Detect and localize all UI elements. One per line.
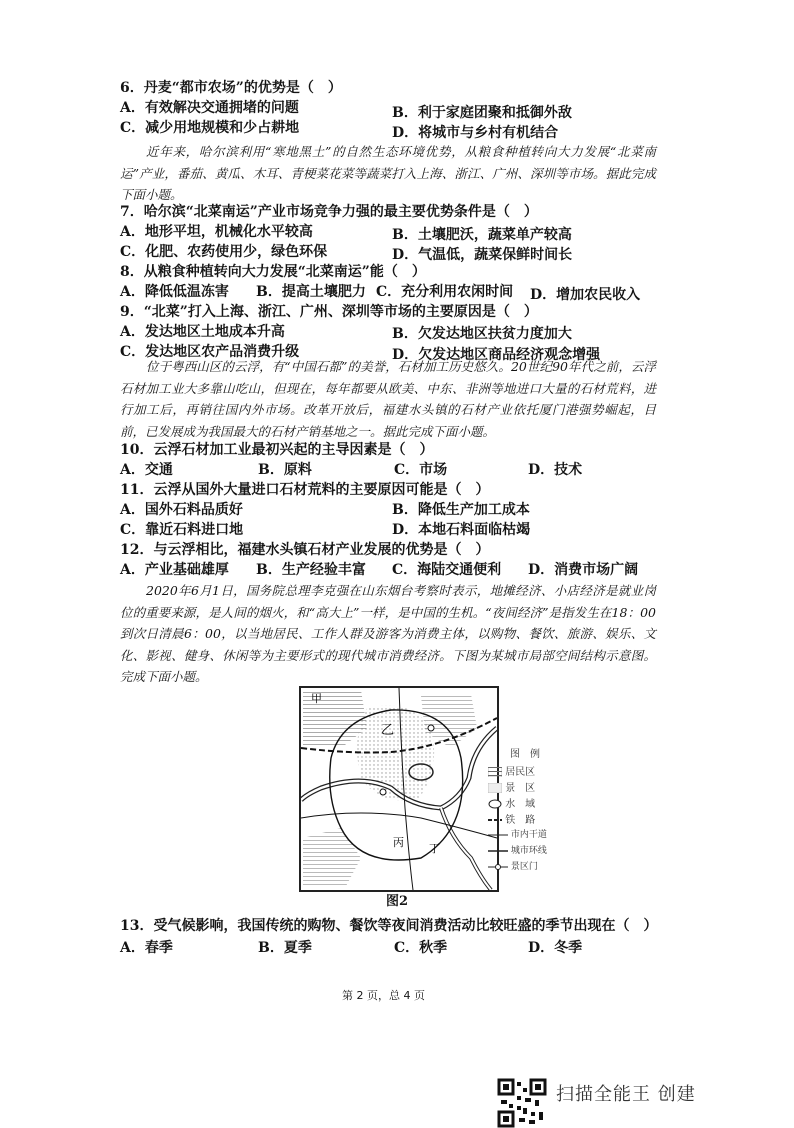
map-legend — [488, 745, 588, 885]
label-bing: 丙 — [393, 836, 404, 849]
q11-stem: 11．云浮从国外大量进口石材荒料的主要原因可能是（ ） — [120, 482, 490, 498]
legend-railway-label: 铁 路 — [505, 815, 536, 826]
figure-caption: 图2 — [386, 894, 409, 909]
q10-option-d: D．技术 — [528, 462, 583, 478]
water-swatch — [488, 799, 502, 809]
q8-option-d: D．增加农民收入 — [530, 287, 641, 303]
q13-option-b: B．夏季 — [258, 940, 312, 956]
q10-option-c: C．市场 — [394, 462, 448, 478]
q7-option-c: C．化肥、农药使用少，绿色环保 — [120, 244, 328, 260]
q6-option-a: A．有效解决交通拥堵的问题 — [120, 100, 299, 116]
q9-option-d: D．欠发达地区商品经济观念增强 — [392, 347, 601, 363]
q12-stem: 12．与云浮相比，福建水头镇石材产业发展的优势是（ ） — [120, 542, 490, 558]
passage-harbin: 近年来，哈尔滨利用“寒地黑土”的自然生态环境优势，从粮食种植转向大力发展“北菜南运”产业，番茄、黄瓜、木耳、青梗菜花菜等蔬菜打入上海、浙江、广州、深圳等市场。据此完成下面小题。 — [120, 144, 656, 203]
legend-ring-label: 城市环线 — [510, 846, 547, 856]
trunk-swatch — [488, 830, 508, 840]
scenic-gate-2 — [428, 725, 434, 731]
q12-option-c: C．海陆交通便利 — [392, 562, 502, 578]
scenic-gate-1 — [380, 789, 386, 795]
label-yi: 乙 — [381, 723, 395, 738]
q11-option-b: B．降低生产加工成本 — [392, 502, 530, 518]
map-drawing — [301, 688, 497, 890]
legend-gate — [488, 859, 538, 872]
q6-option-b: B．利于家庭团聚和抵御外敌 — [392, 105, 572, 121]
scanner-brand: 扫描全能王 创建 — [556, 1084, 696, 1105]
legend-gate-label: 景区门 — [510, 862, 538, 872]
legend-residential-label: 居民区 — [505, 767, 536, 778]
q12-option-a: A．产业基础雄厚 — [120, 562, 229, 578]
railway-swatch — [488, 815, 502, 825]
q10-option-a: A．交通 — [120, 462, 173, 478]
city-structure-map — [299, 686, 499, 892]
river-branch — [441, 808, 491, 890]
legend-water — [488, 795, 535, 810]
q6-stem: 6．丹麦“都市农场”的优势是（ ） — [120, 80, 342, 96]
legend-trunk-label: 市内干道 — [510, 830, 547, 840]
q7-stem: 7．哈尔滨“北菜南运”产业市场竞争力强的最主要优势条件是（ ） — [120, 204, 538, 220]
passage-night-economy: 2020年6月1日，国务院总理李克强在山东烟台考察时表示，地摊经济、小店经济是就业岗位的重要来源，是人间的烟火，和“高大上”一样，是中国的生机。“夜间经济”是指发生在18：00到次日清晨6：00，以当地居民、工作人群及游客为消费主体，以购物、餐饮、旅游、娱乐、文化、影视、健身、休闲等为主要形式的现代城市消费经济。下图为某城市局部空间结构示意图。完成下面小题。 — [120, 583, 656, 685]
q7-option-d: D．气温低，蔬菜保鲜时间长 — [392, 247, 573, 263]
legend-railway — [488, 811, 535, 826]
q9-stem: 9．“北菜”打入上海、浙江、广州、深圳等市场的主要原因是（ ） — [120, 304, 538, 320]
legend-scenic — [488, 779, 535, 794]
legend-scenic-label: 景 区 — [505, 783, 536, 794]
q10-stem: 10．云浮石材加工业最初兴起的主导因素是（ ） — [120, 442, 434, 458]
legend-residential — [488, 763, 535, 778]
q9-option-c: C．发达地区农产品消费升级 — [120, 344, 300, 360]
page-footer: 第 2 页，总 4 页 — [342, 989, 425, 1002]
q13-option-d: D．冬季 — [528, 940, 583, 956]
ring-swatch — [488, 846, 508, 856]
q7-option-b: B．土壤肥沃，蔬菜单产较高 — [392, 227, 572, 243]
q11-option-a: A．国外石料品质好 — [120, 502, 243, 518]
q8-option-a: A．降低低温冻害 — [120, 284, 229, 300]
q13-stem: 13．受气候影响，我国传统的购物、餐饮等夜间消费活动比较旺盛的季节出现在（ ） — [120, 918, 658, 934]
q8-stem: 8．从粮食种植转向大力发展“北菜南运”能（ ） — [120, 264, 426, 280]
q11-option-d: D．本地石料面临枯竭 — [392, 522, 531, 538]
q6-option-c: C．减少用地规模和少占耕地 — [120, 120, 300, 136]
q10-option-b: B．原料 — [258, 462, 312, 478]
legend-water-label: 水 域 — [505, 799, 536, 810]
q6-option-d: D．将城市与乡村有机结合 — [392, 125, 559, 141]
passage-yunfu: 位于粤西山区的云浮，有“中国石都”的美誉，石材加工历史悠久。20世纪90年代之前，云浮石材加工业大多靠山吃山，但现在，每年都要从欧美、中东、非洲等地进口大量的石材荒料，进行加工后，再销往国内外市场。改革开放后，福建水头镇的石材产业依托厦门港强势崛起，目前，已发展成为我国最大的石材产销基地之一。据此完成下面小题。 — [120, 359, 656, 439]
q13-option-a: A．春季 — [120, 940, 173, 956]
q9-option-b: B．欠发达地区扶贫力度加大 — [392, 326, 572, 342]
qr-code-icon — [497, 1078, 547, 1128]
gate-swatch — [488, 862, 508, 872]
q12-option-b: B．生产经验丰富 — [256, 562, 366, 578]
q11-option-c: C．靠近石料进口地 — [120, 522, 244, 538]
label-ding: 丁 — [429, 842, 440, 855]
label-jia: 甲 — [311, 692, 322, 705]
q7-option-a: A．地形平坦，机械化水平较高 — [120, 224, 313, 240]
q8-option-c: C．充分利用农闲时间 — [376, 284, 514, 300]
legend-title: 图 例 — [510, 749, 540, 760]
residential-area-3 — [303, 828, 361, 888]
q9-option-a: A．发达地区土地成本升高 — [120, 324, 285, 340]
legend-ring — [488, 843, 547, 856]
scenic-swatch — [488, 783, 502, 793]
q12-option-d: D．消费市场广阔 — [528, 562, 639, 578]
residential-swatch — [488, 767, 502, 777]
q8-option-b: B．提高土壤肥力 — [256, 284, 366, 300]
legend-trunk — [488, 827, 547, 840]
q13-option-c: C．秋季 — [394, 940, 448, 956]
